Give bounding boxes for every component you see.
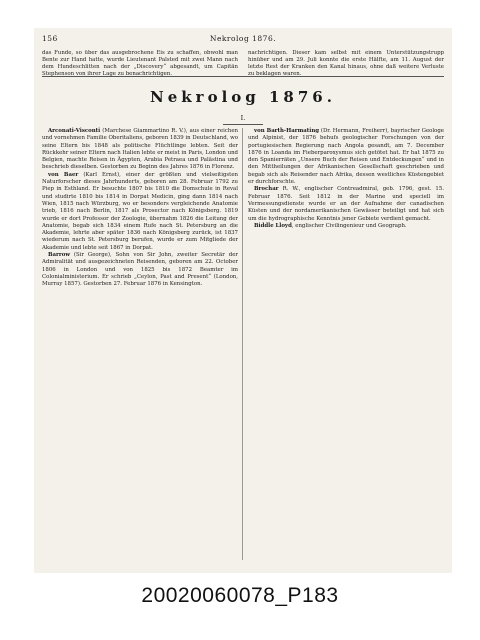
scanned-page (34, 28, 452, 573)
section-number: I. (240, 114, 246, 122)
obituary-entry (42, 172, 238, 252)
obituary-entry (248, 223, 444, 230)
entry-text: (Karl Ernst), einer der größten und vielseitigsten Naturforscher dieses Jahrhunderts, geboren am 28. Februar 1792 zu Piep in Esthland. Er besuchte 1807 bis 1810 die Domschule in Reval und studirte 1810 bis 1814 in Dorpat Medicin, ging dann 1814 nach Wien, 1815 nach Würzburg, wo er besonders vergleichende Anatomie trieb, 1816 nach Berlin, 1817 als Prosector nach Königsberg. 1819 wurde er dort Professor der Zoologie, übernahm 1826 die Leitung der Anatomie, begab sich 1834 einem Rufe nach St. Petersburg an die Akademie, lehrte aber später 1836 nach Königsberg zurück, ist 1837 wiederum nach St. Petersburg berufen, wurde er zum Mitgliede der Akademie und lebte seit 1867 in Dorpat. (42, 171, 238, 251)
entry-name: von Barth-Harmating (254, 128, 320, 134)
running-title: Nekrolog 1876. (209, 34, 277, 43)
entry-name: Barrow (48, 252, 70, 259)
entry-name: von Baer (48, 171, 79, 178)
obituary-entry (248, 128, 444, 186)
page-header (42, 34, 444, 46)
entry-text: (Marchese Giammartino R. V.), aus einer reichen und vornehmen Familie Oberitaliens, geboren 1839 in Deutschland, wo seine Eltern bis 1848 als politische Flüchtlinge lebten. Seit der Rückkehr seiner Eltern nach Italien lebte er meist in Paris, London und Belgien, machte Reisen in Ägypten, Arabia Petraea und Palästina und beschrieb dieselben. Gestorben zu Beginn des Jahres 1876 in Florenz. (42, 128, 238, 171)
entry-text: R. W., englischer Contreadmiral, geb. 1796, gest. 15. Februar 1876. Seit 1812 in der Marine und speciell im Vermessungsdienste wurde er an der Aufnahme der canadischen Küsten und der nordamerikanischen Gewässer beteiligt und hat sich um die hydrographische Kenntnis jener Gebiete verdient gemacht. (248, 186, 444, 222)
column-divider (242, 128, 243, 560)
entry-text: , englischer Civilingenieur und Geograph. (291, 222, 407, 229)
section-rule (223, 124, 263, 125)
text-column-left (42, 128, 238, 289)
entry-text: (Dr. Hermann, Freiherr), bayrischer Geologe und Alpinist, der 1876 behufs geologischer Forschungen von der portugiesischen Regierung nach Angola gesandt, am 7. December 1876 in Loanda im Fieberparoxysmus sich getötet hat. Er hat 1875 zu den Spanierräten „Unsere Buch der Reisen und Entdeckungen“ und in den Mittheilungen der Afrikanischen Gesellschaft geschrieben und begab sich als Reisender nach Afrika, dessen westliches Küstengebiet er durchforschte. (248, 128, 444, 186)
top-fragment-left: das Funde, so über das ausgebrochene Eis zu schaffen, obwohl man Bente zur Hand hatte, wurde Lieutenant Palsted mit zwei Mann nach dem Hundeschlitten nach der „Discovery“ abgesandt, um Capitän Stephenson von ihrer Lage zu benachrichtigen. (42, 50, 238, 77)
text-column-right (248, 128, 444, 230)
page-number: 156 (42, 34, 58, 43)
entry-text: (Sir George), Sohn von Sir John, zweiter Secretär der Admiralität und ausgezeichneten Reisenden, geboren am 22. October 1806 in London und von 1825 bis 1872 Beamter im Colonialministerium. Er schrieb „Ceylon, Past and Present“ (London, Murray 1857). Gestorben 27. Februar 1876 in Kensington. (42, 252, 238, 288)
obituary-entry (42, 128, 238, 172)
obituary-entry (42, 252, 238, 288)
top-fragment-right: nachrichtigen. Dieser kam selbst mit einem Unterstützungstrupp hinüber und am 29. Juli konnte die erste Hälfte, am 11. August der letzte Rest der Kranken den Kanal hinaus, ohne daß weitere Verluste zu beklagen waren. (248, 50, 444, 77)
article-title: Nekrolog 1876. (150, 88, 336, 106)
obituary-entry (248, 186, 444, 222)
archive-id-caption: 20020060078_P183 (141, 584, 339, 607)
entry-name: Brochar (254, 186, 279, 193)
header-rule (42, 76, 444, 77)
entry-name: Biddle Lloyd (254, 222, 292, 229)
entry-name: Arconati-Visconti (48, 128, 101, 134)
